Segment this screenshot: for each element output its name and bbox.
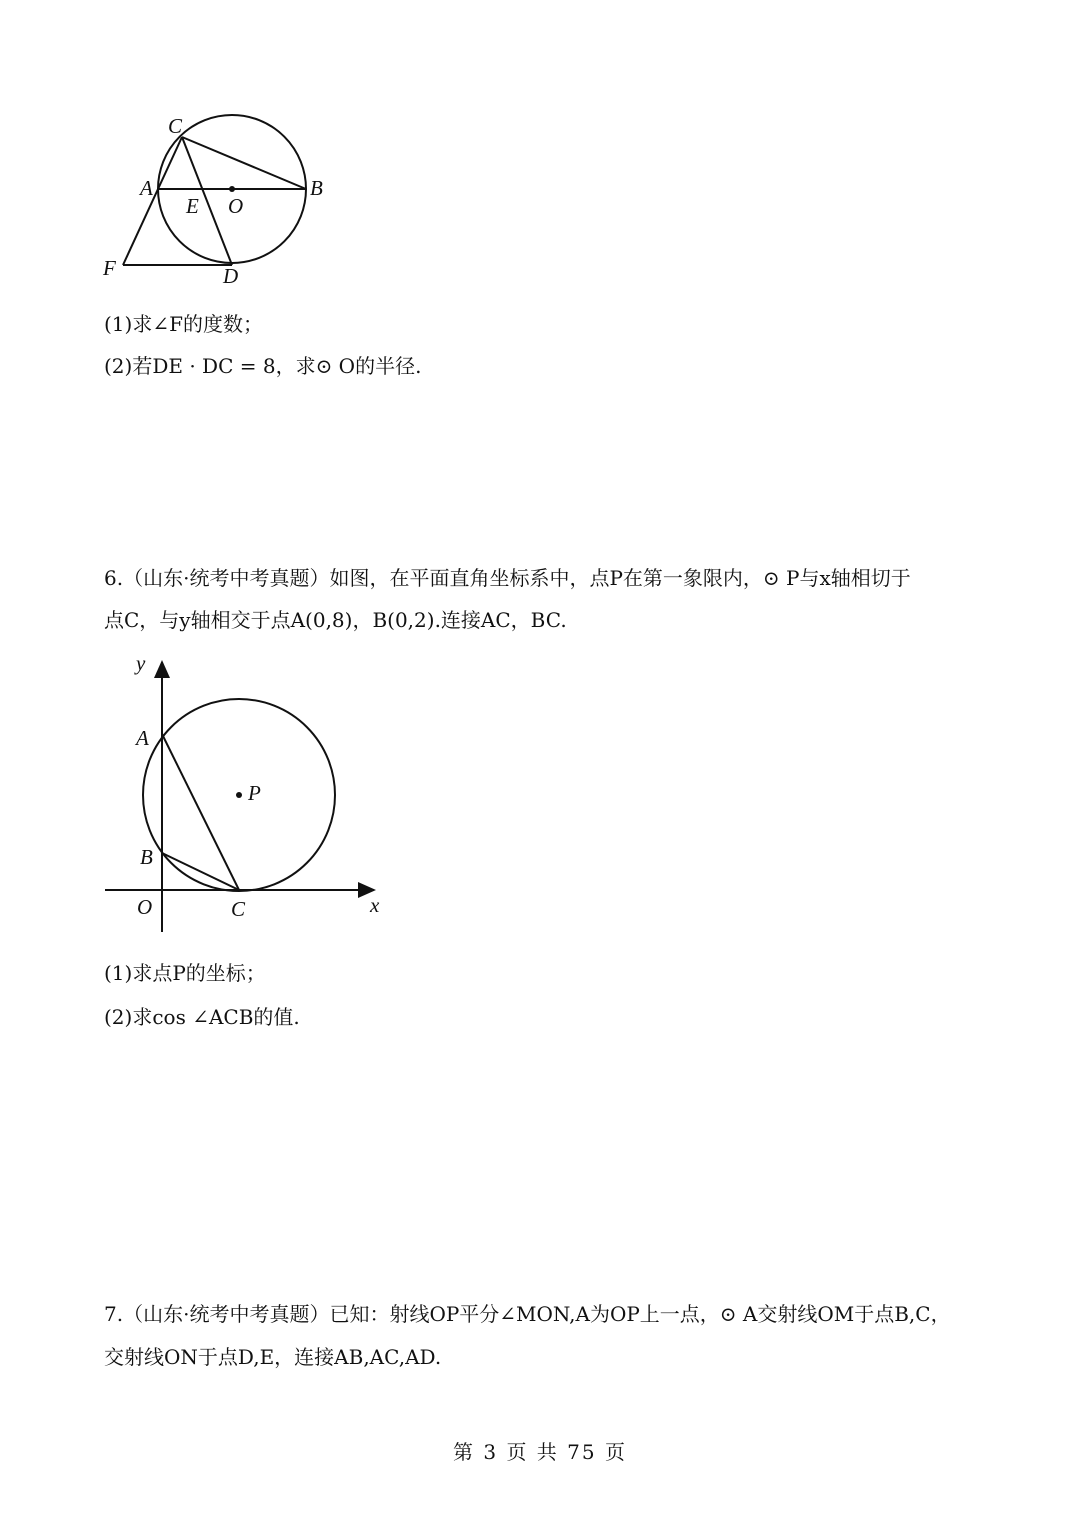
label-a2: A	[136, 726, 149, 750]
label-a: A	[140, 176, 153, 200]
q6-part2: (2)求cos ∠ACB的值.	[104, 1005, 300, 1029]
center-dot-o	[229, 186, 235, 192]
figure-coordinate-circle-p	[100, 650, 400, 940]
segment-cf	[123, 137, 182, 265]
center-dot-p	[236, 792, 242, 798]
label-c: C	[168, 114, 183, 138]
q7-stem-line1: 7.（山东·统考中考真题）已知：射线OP平分∠MON,A为OP上一点，⊙ A交射线OM于点B,C，	[104, 1302, 951, 1326]
label-x: x	[370, 893, 380, 917]
label-y: y	[136, 651, 146, 675]
label-d: D	[223, 264, 239, 288]
segment-ac	[162, 734, 239, 890]
q6-stem-line2: 点C，与y轴相交于点A(0,8)，B(0,2).连接AC，BC.	[104, 608, 567, 632]
segment-bc	[162, 853, 239, 890]
segment-cb	[182, 137, 306, 189]
q5-part2: (2)若DE · DC = 8，求⊙ O的半径.	[104, 354, 422, 378]
label-e: E	[186, 194, 199, 218]
figure-circle-o	[90, 105, 350, 295]
label-p: P	[248, 781, 261, 805]
q7-stem-line2: 交射线ON于点D,E，连接AB,AC,AD.	[104, 1345, 442, 1369]
label-c2: C	[231, 897, 246, 921]
label-b: B	[310, 176, 323, 200]
label-f: F	[103, 256, 116, 280]
label-o2: O	[137, 895, 153, 919]
q6-stem-line1: 6.（山东·统考中考真题）如图，在平面直角坐标系中，点P在第一象限内，⊙ P与x轴相切于	[104, 566, 911, 590]
label-b2: B	[140, 845, 153, 869]
page-footer: 第 3 页 共 75 页	[453, 1440, 627, 1464]
label-o: O	[228, 194, 244, 218]
q5-part1: (1)求∠F的度数；	[104, 312, 263, 336]
q6-part1: (1)求点P的坐标；	[104, 961, 266, 985]
